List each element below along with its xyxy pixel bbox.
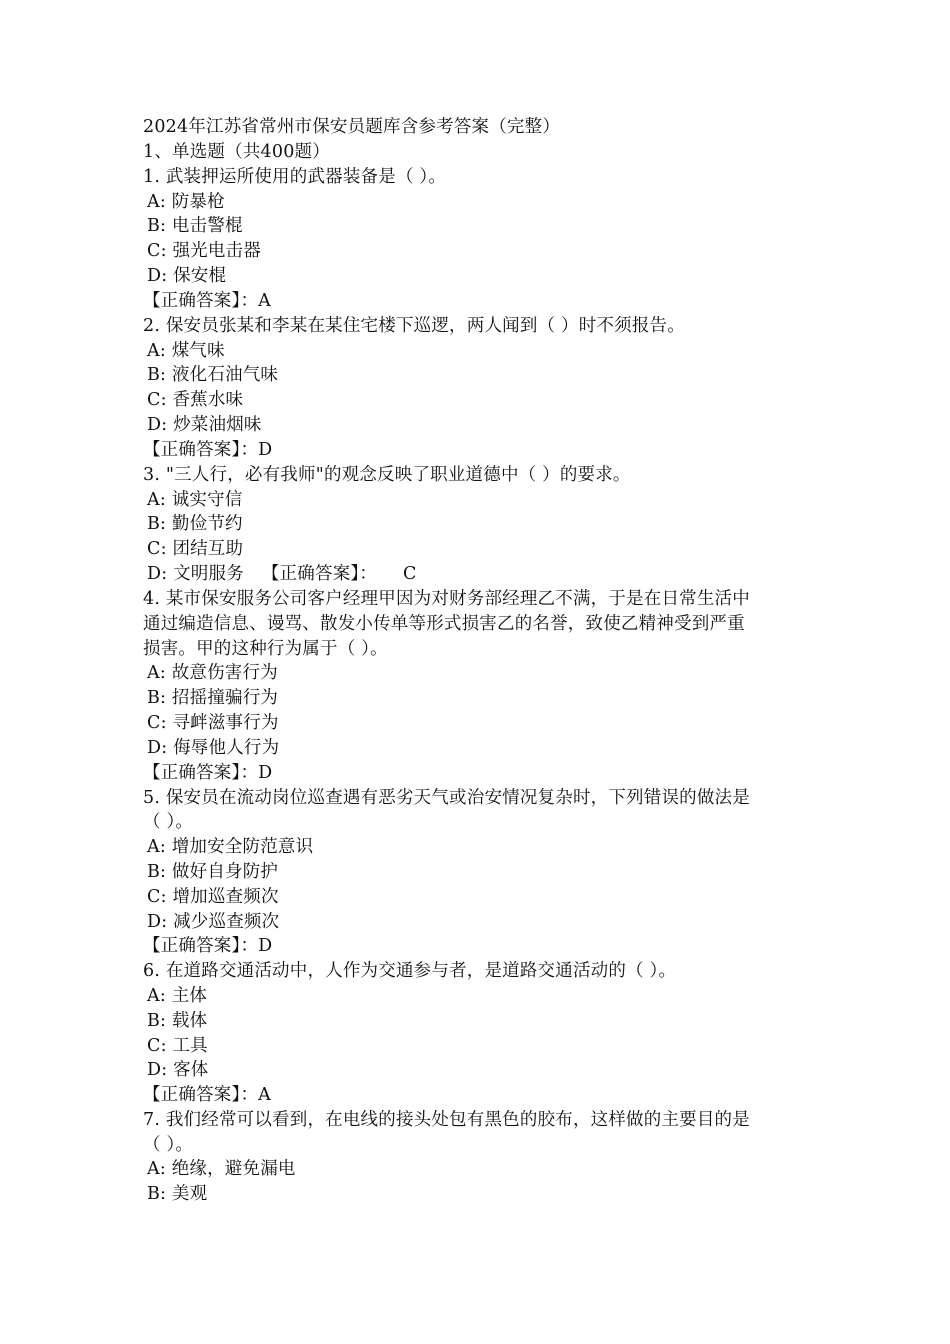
answer-option: A: 故意伤害行为: [147, 663, 278, 683]
answer-option: A: 主体: [147, 986, 208, 1006]
question-stem: 2. 保安员张某和李某在某住宅楼下巡逻，两人闻到（ ）时不须报告。: [143, 316, 685, 336]
answer-option-with-answer: [147, 562, 417, 587]
correct-answer: [143, 934, 272, 959]
question-stem: 3. "三人行，必有我师"的观念反映了职业道德中（ ）的要求。: [143, 465, 631, 485]
document-title: 2024年江苏省常州市保安员题库含参考答案（完整）: [143, 117, 561, 137]
correct-answer: [143, 1083, 271, 1108]
answer-option: A: 诚实守信: [147, 490, 243, 510]
question-stem: （ ）。: [143, 812, 194, 832]
answer-option: B: 勤俭节约: [147, 514, 243, 534]
answer-option: C: 香蕉水味: [147, 390, 244, 410]
answer-option: B: 招摇撞骗行为: [147, 688, 279, 708]
answer-option: A: 防暴枪: [147, 192, 225, 212]
answer-option: C: 增加巡查频次: [147, 887, 279, 907]
correct-answer-value: A: [258, 291, 271, 311]
correct-answer: [143, 289, 271, 314]
answer-option: A: 增加安全防范意识: [147, 837, 314, 857]
correct-answer-value: D: [258, 936, 273, 956]
answer-option: D: 减少巡查频次: [147, 912, 280, 932]
correct-answer-label: 【正确答案】：: [261, 564, 378, 584]
answer-option: D: 炒菜油烟味: [147, 415, 262, 435]
answer-option: B: 美观: [147, 1184, 208, 1204]
answer-option: B: 液化石油气味: [147, 365, 279, 385]
correct-answer-value: A: [258, 1085, 271, 1105]
correct-answer-label: 【正确答案】：: [143, 291, 259, 311]
correct-answer-label: 【正确答案】：: [143, 763, 259, 783]
correct-answer-label: 【正确答案】：: [143, 1085, 259, 1105]
question-stem: （ ）。: [143, 1135, 194, 1155]
answer-option: A: 煤气味: [147, 341, 225, 361]
correct-answer-value: C: [403, 564, 417, 584]
correct-answer-label: 【正确答案】：: [143, 936, 259, 956]
answer-option: D: 客体: [147, 1060, 209, 1080]
question-stem: 1. 武装押运所使用的武器装备是（ ）。: [143, 167, 447, 187]
answer-option: C: 工具: [147, 1036, 208, 1056]
correct-answer-label: 【正确答案】：: [143, 440, 259, 460]
answer-option: C: 寻衅滋事行为: [147, 713, 279, 733]
answer-option: C: 团结互助: [147, 539, 244, 559]
question-stem: 通过编造信息、谩骂、散发小传单等形式损害乙的名誉，致使乙精神受到严重: [143, 614, 745, 634]
question-stem: 5. 保安员在流动岗位巡查遇有恶劣天气或治安情况复杂时，下列错误的做法是: [143, 788, 750, 808]
question-stem: 7. 我们经常可以看到，在电线的接头处包有黑色的胶布，这样做的主要目的是: [143, 1110, 750, 1130]
answer-option: B: 电击警棍: [147, 216, 243, 236]
question-stem: 4. 某市保安服务公司客户经理甲因为对财务部经理乙不满，于是在日常生活中: [143, 589, 750, 609]
section-heading: 1、单选题（共400题）: [143, 142, 330, 162]
answer-option: B: 载体: [147, 1011, 208, 1031]
answer-option: D: 文明服务: [147, 564, 244, 584]
correct-answer: [143, 761, 272, 786]
question-stem: 6. 在道路交通活动中，人作为交通参与者，是道路交通活动的（ ）。: [143, 961, 677, 981]
answer-option: B: 做好自身防护: [147, 862, 279, 882]
answer-option: D: 侮辱他人行为: [147, 738, 280, 758]
answer-option: D: 保安棍: [147, 266, 227, 286]
correct-answer-value: D: [258, 440, 273, 460]
answer-option: C: 强光电击器: [147, 241, 261, 261]
correct-answer-value: D: [258, 763, 273, 783]
question-stem: 损害。甲的这种行为属于（ ）。: [143, 639, 388, 659]
answer-option: A: 绝缘，避免漏电: [147, 1159, 296, 1179]
correct-answer: [143, 438, 272, 463]
